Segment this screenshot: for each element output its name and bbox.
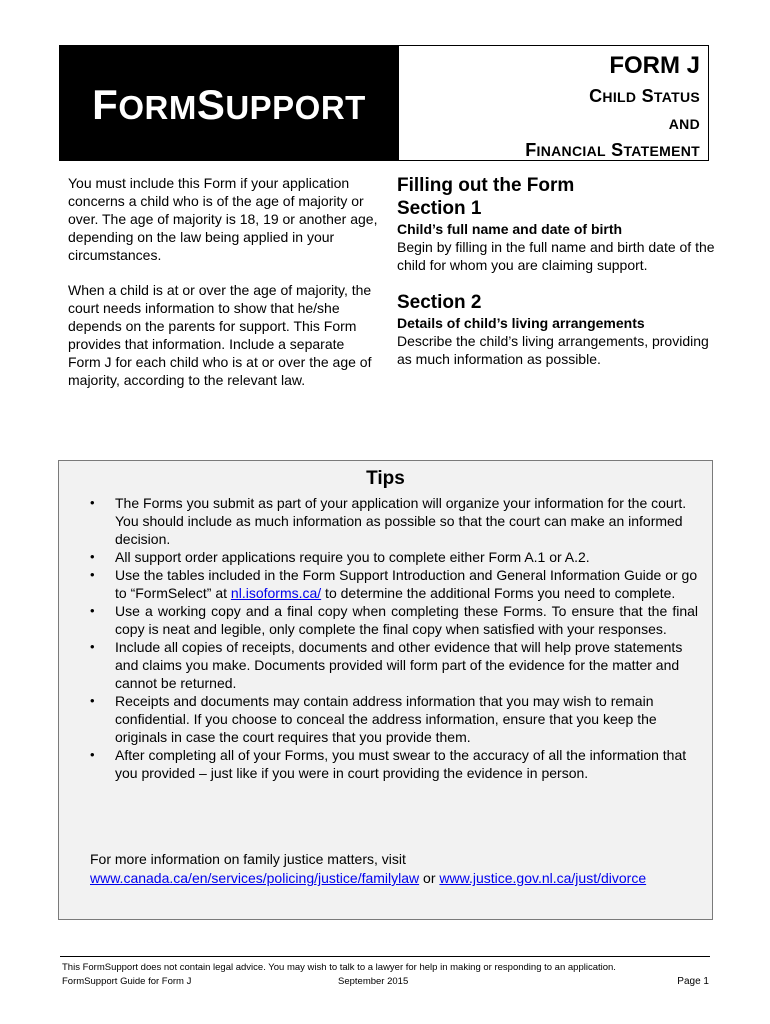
tip-item: • Receipts and documents may contain address information that you may wish to remain confidential. If you choose to conceal the address information, ensure that you keep the originals in case the court requires that you provide them. [90,692,698,746]
tips-list [90,494,698,782]
section1-subheading: Child’s full name and date of birth [397,221,623,237]
canada-familylaw-link[interactable]: www.canada.ca/en/services/policing/justice/familylaw [90,870,420,886]
justice-nl-divorce-link[interactable]: www.justice.gov.nl.ca/just/divorce [439,870,647,886]
form-title-box [399,45,709,161]
tip-item: • All support order applications require you to complete either Form A.1 or A.2. [90,548,698,566]
more-info-text: For more information on family justice matters, visit [90,851,406,867]
page-number: Page 1 [677,976,709,987]
tip-item: • The Forms you submit as part of your application will organize your information for the court. You should include as much information as possible so that the court can make an informed decision. [90,494,698,548]
form-subtitle-line1: CHILD STATUS [589,86,700,106]
form-subtitle-line2: AND [668,116,700,132]
formsupport-title: FORMSUPPORT [92,81,366,128]
form-title: FORM J [609,52,700,79]
footer-disclaimer: This FormSupport does not contain legal advice. You may wish to talk to a lawyer for help in making or responding to an application. [62,962,616,973]
document-header [59,45,710,161]
formsupport-banner [59,45,399,161]
intro-paragraph-2: When a child is at or over the age of majority, the court needs information to show that he/she depends on the parents for support. This Form provides that information. Include a separate Form J for each child who is at or over the age of majority, according to the relevant law. [68,282,372,388]
tips-box [58,460,713,920]
section2-heading: Section 2 [397,292,482,313]
tip-item: • Use a working copy and a final copy when completing these Forms. To ensure that the final copy is neat and legible, only complete the final copy when satisfied with your responses. [90,602,698,638]
footer-date: September 2015 [338,976,409,987]
form-subtitle-line3: FINANCIAL STATEMENT [525,140,700,160]
more-info: For more information on family justice matters, visit www.canada.ca/en/services/policing/justice/familylaw or www.justice.gov.nl.ca/just/divorce [90,850,700,888]
filling-heading: Filling out the Form [397,175,575,196]
footer-guide-name: FormSupport Guide for Form J [62,976,192,987]
section1-text: Begin by filling in the full name and birth date of the child for whom you are claiming support. [397,239,715,273]
intro-paragraph-1: You must include this Form if your application concerns a child who is of the age of majority or over. The age of majority is 18, 19 or another age, depending on the law being applied in your circumstances. [68,175,378,263]
section1-heading: Section 1 [397,198,482,219]
filling-out-column [397,174,717,368]
tip-item: • Include all copies of receipts, documents and other evidence that will help prove statements and claims you make. Documents provided will form part of the evidence for the matter and cannot be returned. [90,638,698,692]
tips-title: Tips [366,468,405,489]
footer-divider [60,956,710,957]
intro-column [68,174,378,406]
tip-item: • Use the tables included in the Form Support Introduction and General Information Guide or go to “FormSelect” at nl.isoforms.ca/ to determine the additional Forms you need to complete. [90,566,698,602]
section2-subheading: Details of child’s living arrangements [397,315,645,331]
tip-item: • After completing all of your Forms, you must swear to the accuracy of all the information that you provided – just like if you were in court providing the evidence in person. [90,746,698,782]
formselect-link[interactable]: nl.isoforms.ca/ [230,585,322,601]
section2-text: Describe the child’s living arrangements, providing as much information as possible. [397,333,709,367]
